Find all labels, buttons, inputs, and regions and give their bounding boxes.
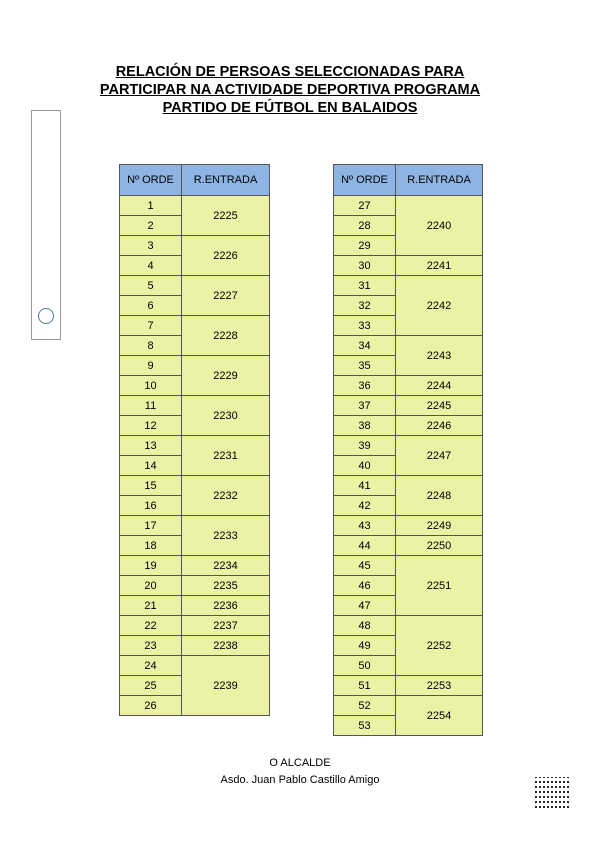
table-row — [120, 236, 270, 256]
table-row — [120, 556, 270, 576]
title-line-1: RELACIÓN DE PERSOAS SELECCIONADAS PARA — [115, 64, 465, 80]
table-row — [334, 376, 483, 396]
cell-orde: 44 — [334, 536, 396, 556]
cell-orde: 16 — [120, 496, 182, 516]
cell-orde: 9 — [120, 356, 182, 376]
cell-entrada: 2251 — [396, 556, 483, 616]
cell-orde: 45 — [334, 556, 396, 576]
cell-entrada: 2227 — [182, 276, 270, 316]
cell-entrada: 2250 — [396, 536, 483, 556]
table-row — [120, 636, 270, 656]
cell-entrada: 2248 — [396, 476, 483, 516]
table-header-row — [120, 165, 270, 196]
cell-orde: 40 — [334, 456, 396, 476]
right-selection-table — [333, 164, 483, 736]
cell-orde: 15 — [120, 476, 182, 496]
seal-logo-icon — [38, 308, 54, 324]
cell-entrada: 2231 — [182, 436, 270, 476]
cell-orde: 49 — [334, 636, 396, 656]
cell-entrada: 2229 — [182, 356, 270, 396]
table-row — [120, 596, 270, 616]
cell-orde: 31 — [334, 276, 396, 296]
table-row — [120, 356, 270, 376]
cell-entrada: 2247 — [396, 436, 483, 476]
cell-orde: 53 — [334, 716, 396, 736]
cell-entrada: 2246 — [396, 416, 483, 436]
table-row — [120, 576, 270, 596]
qr-code-icon — [535, 777, 569, 811]
cell-orde: 10 — [120, 376, 182, 396]
footer-alcalde: O ALCALDE — [269, 757, 331, 769]
cell-orde: 52 — [334, 696, 396, 716]
cell-orde: 30 — [334, 256, 396, 276]
table-row — [334, 196, 483, 216]
cell-entrada: 2239 — [182, 656, 270, 716]
cell-entrada: 2243 — [396, 336, 483, 376]
table-row — [334, 556, 483, 576]
cell-orde: 21 — [120, 596, 182, 616]
cell-entrada: 2233 — [182, 516, 270, 556]
cell-orde: 33 — [334, 316, 396, 336]
cell-orde: 28 — [334, 216, 396, 236]
cell-orde: 32 — [334, 296, 396, 316]
cell-orde: 35 — [334, 356, 396, 376]
cell-orde: 25 — [120, 676, 182, 696]
cell-entrada: 2236 — [182, 596, 270, 616]
cell-orde: 43 — [334, 516, 396, 536]
table-row — [334, 276, 483, 296]
header-entrada: R.ENTRADA — [182, 165, 270, 196]
header-entrada: R.ENTRADA — [396, 165, 483, 196]
footer-signer: Asdo. Juan Pablo Castillo Amigo — [220, 774, 380, 786]
table-row — [334, 256, 483, 276]
table-row — [120, 196, 270, 216]
cell-orde: 17 — [120, 516, 182, 536]
cell-orde: 18 — [120, 536, 182, 556]
table-row — [120, 616, 270, 636]
table-row — [120, 276, 270, 296]
cell-orde: 48 — [334, 616, 396, 636]
cell-entrada: 2226 — [182, 236, 270, 276]
table-row — [334, 476, 483, 496]
table-row — [120, 436, 270, 456]
cell-orde: 47 — [334, 596, 396, 616]
header-orde: Nº ORDE — [334, 165, 396, 196]
cell-orde: 26 — [120, 696, 182, 716]
cell-orde: 6 — [120, 296, 182, 316]
signature-stamp-text — [36, 180, 56, 300]
table-row — [334, 336, 483, 356]
cell-orde: 46 — [334, 576, 396, 596]
cell-orde: 14 — [120, 456, 182, 476]
cell-orde: 11 — [120, 396, 182, 416]
cell-orde: 4 — [120, 256, 182, 276]
table-row — [334, 536, 483, 556]
cell-orde: 24 — [120, 656, 182, 676]
cell-orde: 36 — [334, 376, 396, 396]
cell-orde: 5 — [120, 276, 182, 296]
cell-orde: 22 — [120, 616, 182, 636]
cell-entrada: 2235 — [182, 576, 270, 596]
cell-entrada: 2228 — [182, 316, 270, 356]
table-row — [334, 696, 483, 716]
cell-orde: 19 — [120, 556, 182, 576]
cell-orde: 38 — [334, 416, 396, 436]
cell-orde: 1 — [120, 196, 182, 216]
table-row — [120, 656, 270, 676]
cell-entrada: 2242 — [396, 276, 483, 336]
table-row — [334, 516, 483, 536]
cell-entrada: 2232 — [182, 476, 270, 516]
cell-orde: 51 — [334, 676, 396, 696]
cell-orde: 27 — [334, 196, 396, 216]
header-orde: Nº ORDE — [120, 165, 182, 196]
table-header-row — [334, 165, 483, 196]
title-line-2: PARTICIPAR NA ACTIVIDADE DEPORTIVA PROGRAMA — [99, 82, 481, 98]
verification-note — [548, 540, 572, 780]
cell-entrada: 2240 — [396, 196, 483, 256]
cell-entrada: 2225 — [182, 196, 270, 236]
cell-entrada: 2238 — [182, 636, 270, 656]
cell-entrada: 2252 — [396, 616, 483, 676]
title-line-3: PARTIDO DE FÚTBOL EN BALAIDOS — [162, 100, 418, 116]
cell-orde: 34 — [334, 336, 396, 356]
cell-orde: 12 — [120, 416, 182, 436]
cell-orde: 39 — [334, 436, 396, 456]
cell-entrada: 2237 — [182, 616, 270, 636]
table-row — [120, 476, 270, 496]
cell-orde: 42 — [334, 496, 396, 516]
cell-orde: 29 — [334, 236, 396, 256]
left-selection-table — [119, 164, 270, 716]
cell-entrada: 2244 — [396, 376, 483, 396]
cell-entrada: 2249 — [396, 516, 483, 536]
cell-orde: 3 — [120, 236, 182, 256]
cell-entrada: 2245 — [396, 396, 483, 416]
cell-entrada: 2241 — [396, 256, 483, 276]
table-row — [120, 396, 270, 416]
table-row — [334, 616, 483, 636]
cell-entrada: 2230 — [182, 396, 270, 436]
table-row — [334, 436, 483, 456]
cell-orde: 50 — [334, 656, 396, 676]
cell-orde: 8 — [120, 336, 182, 356]
table-row — [334, 396, 483, 416]
cell-orde: 37 — [334, 396, 396, 416]
cell-orde: 7 — [120, 316, 182, 336]
cell-orde: 2 — [120, 216, 182, 236]
cell-orde: 13 — [120, 436, 182, 456]
cell-entrada: 2253 — [396, 676, 483, 696]
table-row — [334, 416, 483, 436]
cell-entrada: 2254 — [396, 696, 483, 736]
table-row — [334, 676, 483, 696]
cell-orde: 23 — [120, 636, 182, 656]
document-title — [0, 63, 580, 117]
table-row — [120, 316, 270, 336]
cell-entrada: 2234 — [182, 556, 270, 576]
table-row — [120, 516, 270, 536]
cell-orde: 41 — [334, 476, 396, 496]
cell-orde: 20 — [120, 576, 182, 596]
